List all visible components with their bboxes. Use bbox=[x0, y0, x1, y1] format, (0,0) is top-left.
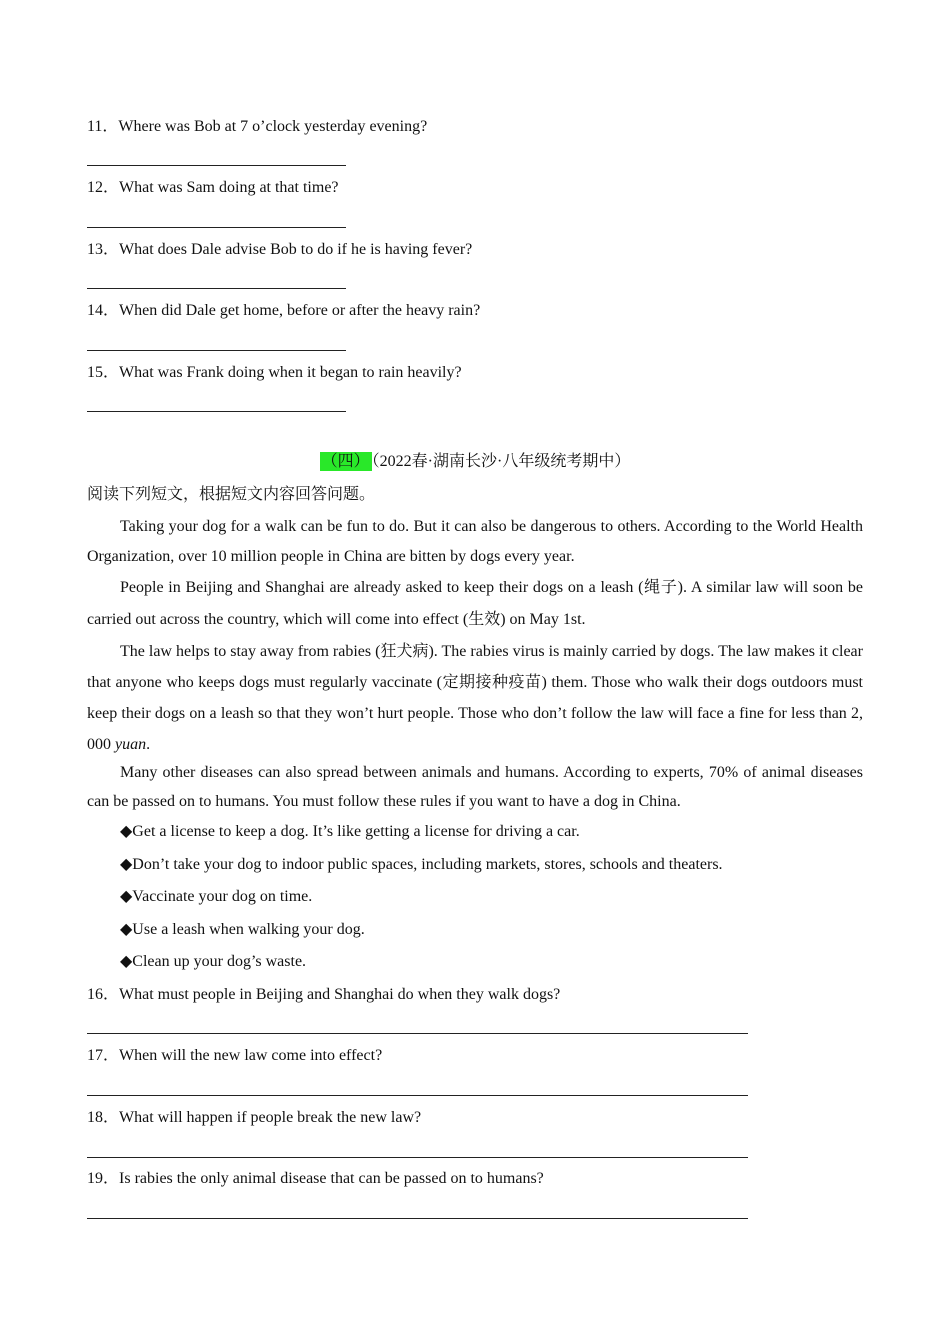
rule-item-2: ◆Don’t take your dog to indoor public spaces, including markets, stores, schools and theaters. bbox=[120, 856, 723, 873]
question-number: 18． bbox=[87, 1109, 120, 1126]
question-number: 15． bbox=[87, 364, 120, 381]
rule-item-4: ◆Use a leash when walking your dog. bbox=[120, 921, 365, 938]
question-12 bbox=[87, 178, 339, 198]
paragraph-3-text: The law helps to stay away from rabies (狂犬病). The rabies virus is mainly carried by dogs. The law makes it clear that anyone who keeps dogs must regularly vaccinate (定期接种疫苗) them. Those who walk their dogs outdoors must keep their dogs on a leash so that they won’t hurt people. Those who don’t follow the law will face a fine for less than 2, 000 bbox=[87, 643, 863, 753]
paragraph-3-end: . bbox=[146, 736, 151, 753]
passage-paragraph-4: Many other diseases can also spread between animals and humans. According to experts, 70% of animal diseases can be passed on to humans. You must follow these rules if you want to have a dog in China. bbox=[87, 764, 863, 810]
question-text: When did Dale get home, before or after the heavy rain? bbox=[119, 302, 481, 319]
question-13 bbox=[87, 240, 472, 260]
answer-line-11[interactable] bbox=[87, 165, 346, 166]
passage-paragraph-2: People in Beijing and Shanghai are already asked to keep their dogs on a leash (绳子). A similar law will soon be carried out across the country, which will come into effect (生效) on May 1st. bbox=[87, 579, 863, 628]
question-text: What does Dale advise Bob to do if he is having fever? bbox=[119, 241, 473, 258]
question-11 bbox=[87, 117, 427, 137]
section-heading bbox=[0, 452, 950, 472]
question-19 bbox=[87, 1169, 544, 1189]
rule-item-5: ◆Clean up your dog’s waste. bbox=[120, 953, 307, 970]
question-text: Is rabies the only animal disease that can be passed on to humans? bbox=[119, 1170, 544, 1187]
answer-line-18[interactable] bbox=[87, 1157, 748, 1158]
answer-line-12[interactable] bbox=[87, 227, 346, 228]
question-number: 14． bbox=[87, 302, 120, 319]
question-text: What will happen if people break the new law? bbox=[119, 1109, 422, 1126]
rule-item-1: ◆Get a license to keep a dog. It’s like getting a license for driving a car. bbox=[120, 823, 580, 840]
question-17 bbox=[87, 1046, 382, 1066]
question-16 bbox=[87, 985, 560, 1005]
question-number: 17． bbox=[87, 1047, 120, 1064]
question-18 bbox=[87, 1108, 421, 1128]
instruction: 阅读下列短文，根据短文内容回答问题。 bbox=[87, 486, 376, 503]
question-number: 16． bbox=[87, 986, 120, 1003]
answer-line-16[interactable] bbox=[87, 1033, 748, 1034]
answer-line-13[interactable] bbox=[87, 288, 346, 289]
question-text: When will the new law come into effect? bbox=[119, 1047, 383, 1064]
question-text: What was Sam doing at that time? bbox=[119, 179, 339, 196]
section-tag: （四） bbox=[321, 453, 370, 470]
question-number: 19． bbox=[87, 1170, 120, 1187]
question-number: 13． bbox=[87, 241, 120, 258]
question-15 bbox=[87, 363, 462, 383]
passage-paragraph-1: Taking your dog for a walk can be fun to do. But it can also be dangerous to others. According to the World Health Organization, over 10 million people in China are bitten by dogs every year. bbox=[87, 518, 863, 565]
question-text: What must people in Beijing and Shanghai do when they walk dogs? bbox=[119, 986, 561, 1003]
answer-line-19[interactable] bbox=[87, 1218, 748, 1219]
question-14 bbox=[87, 301, 480, 321]
section-source: （2022春·湖南长沙·八年级统考期中） bbox=[371, 453, 631, 470]
question-text: Where was Bob at 7 o’clock yesterday evening? bbox=[118, 118, 428, 135]
question-number: 12． bbox=[87, 179, 120, 196]
answer-line-15[interactable] bbox=[87, 411, 346, 412]
answer-line-17[interactable] bbox=[87, 1095, 748, 1096]
question-text: What was Frank doing when it began to rain heavily? bbox=[119, 364, 462, 381]
answer-line-14[interactable] bbox=[87, 350, 346, 351]
question-number: 11． bbox=[87, 118, 119, 135]
passage-paragraph-3 bbox=[87, 636, 863, 760]
paragraph-3-italic: yuan bbox=[115, 736, 147, 753]
rule-item-3: ◆Vaccinate your dog on time. bbox=[120, 888, 313, 905]
